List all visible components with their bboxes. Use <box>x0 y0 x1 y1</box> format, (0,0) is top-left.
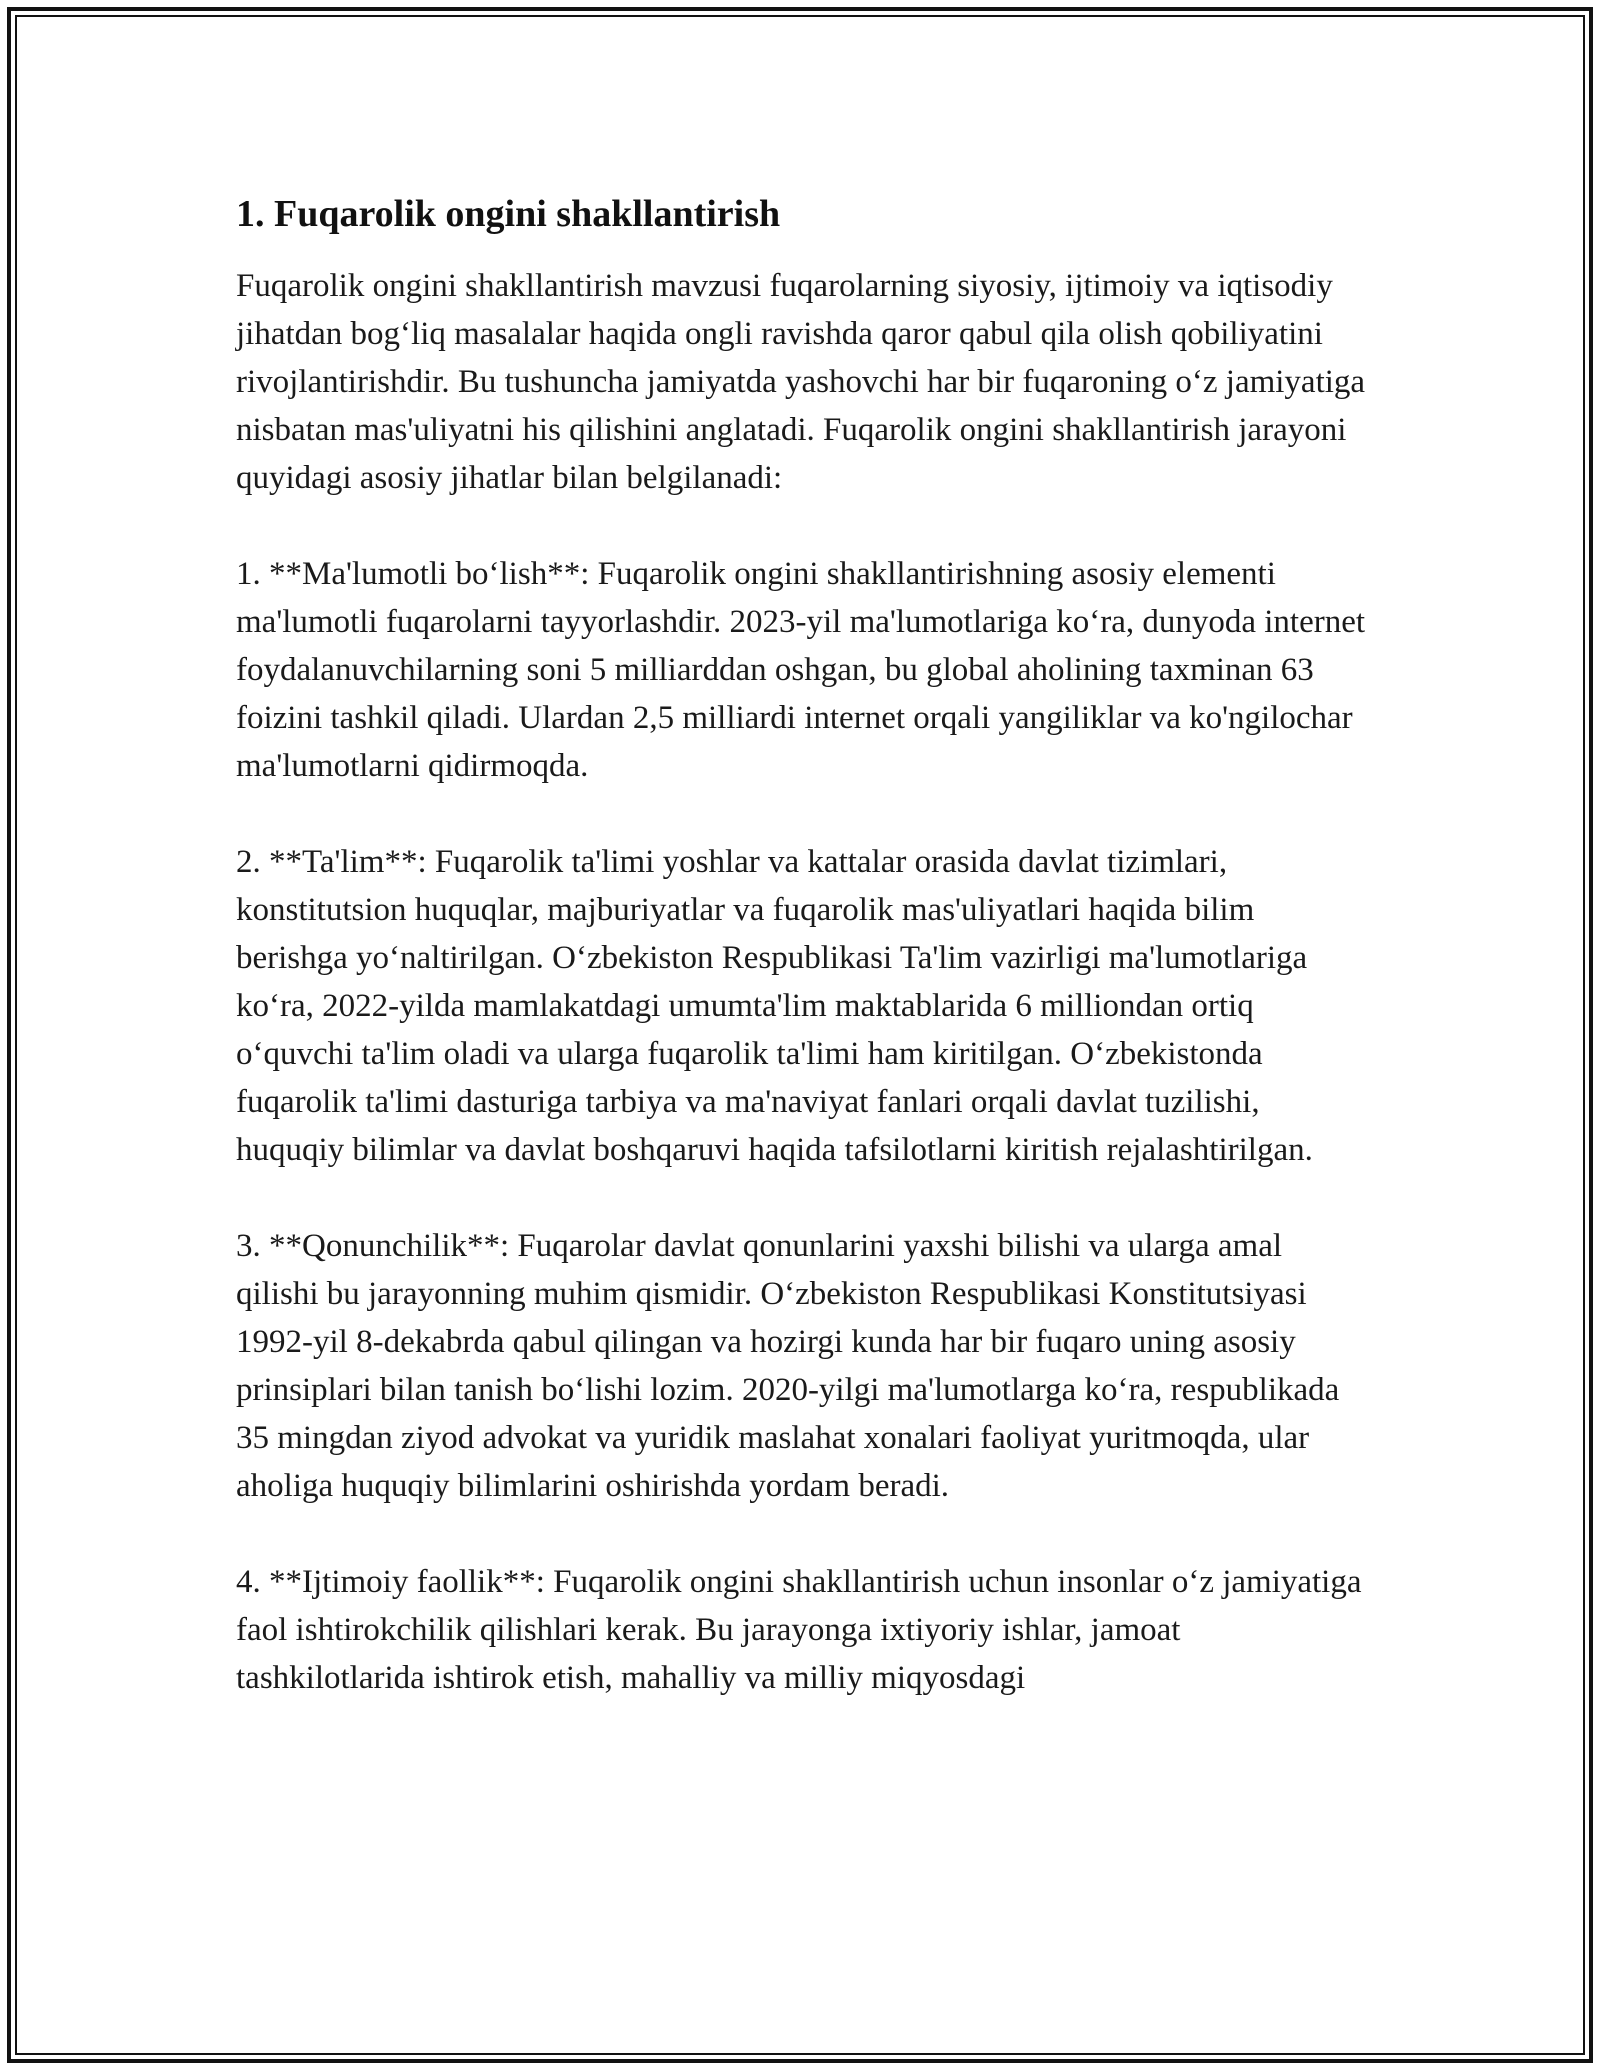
list-item-social-activity: 4. **Ijtimoiy faollik**: Fuqarolik ongini shakllantirish uchun insonlar o‘z jamiyatiga faol ishtirokchilik qilishlari kerak. Bu jarayonga ixtiyoriy ishlar, jamoat tashkilotlarida ishtirok etish, mahalliy va milliy miqyosdagi <box>236 1564 1362 1696</box>
document-body <box>236 186 1366 1702</box>
section-heading: 1. Fuqarolik ongini shakllantirish <box>236 193 781 235</box>
list-item-informed: 1. **Ma'lumotli bo‘lish**: Fuqarolik ongini shakllantirishning asosiy elementi ma'lumotli fuqarolarni tayyorlashdir. 2023-yil ma'lumotlariga ko‘ra, dunyoda internet foydalanuvchilarning soni 5 milliarddan oshgan, bu global aholining taxminan 63 foizini tashkil qiladi. Ulardan 2,5 milliardi internet orqali yangiliklar va ko'ngilochar ma'lumotlarni qidirmoqda. <box>236 556 1366 784</box>
intro-paragraph: Fuqarolik ongini shakllantirish mavzusi fuqarolarning siyosiy, ijtimoiy va iqtisodiy jihatdan bog‘liq masalalar haqida ongli ravishda qaror qabul qila olish qobiliyatini rivojlantirishdir. Bu tushuncha jamiyatda yashovchi har bir fuqaroning o‘z jamiyatiga nisbatan mas'uliyatni his qilishini anglatadi. Fuqarolik ongini shakllantirish jarayoni quyidagi asosiy jihatlar bilan belgilanadi: <box>236 268 1366 496</box>
list-item-legislation: 3. **Qonunchilik**: Fuqarolar davlat qonunlarini yaxshi bilishi va ularga amal qilishi bu jarayonning muhim qismidir. O‘zbekiston Respublikasi Konstitutsiyasi 1992-yil 8-dekabrda qabul qilingan va hozirgi kunda har bir fuqaro uning asosiy prinsiplari bilan tanish bo‘lishi lozim. 2020-yilgi ma'lumotlarga ko‘ra, respublikada 35 mingdan ziyod advokat va yuridik maslahat xonalari faoliyat yuritmoqda, ular aholiga huquqiy bilimlarini oshirishda yordam beradi. <box>236 1228 1340 1504</box>
list-item-education: 2. **Ta'lim**: Fuqarolik ta'limi yoshlar va kattalar orasida davlat tizimlari, konstitutsion huquqlar, majburiyatlar va fuqarolik mas'uliyatlari haqida bilim berishga yo‘naltirilgan. O‘zbekiston Respublikasi Ta'lim vazirligi ma'lumotlariga ko‘ra, 2022-yilda mamlakatdagi umumta'lim maktablarida 6 milliondan ortiq o‘quvchi ta'lim oladi va ularga fuqarolik ta'limi ham kiritilgan. O‘zbekistonda fuqarolik ta'limi dasturiga tarbiya va ma'naviyat fanlari orqali davlat tuzilishi, huquqiy bilimlar va davlat boshqaruvi haqida tafsilotlarni kiritish rejalashtirilgan. <box>236 844 1313 1168</box>
